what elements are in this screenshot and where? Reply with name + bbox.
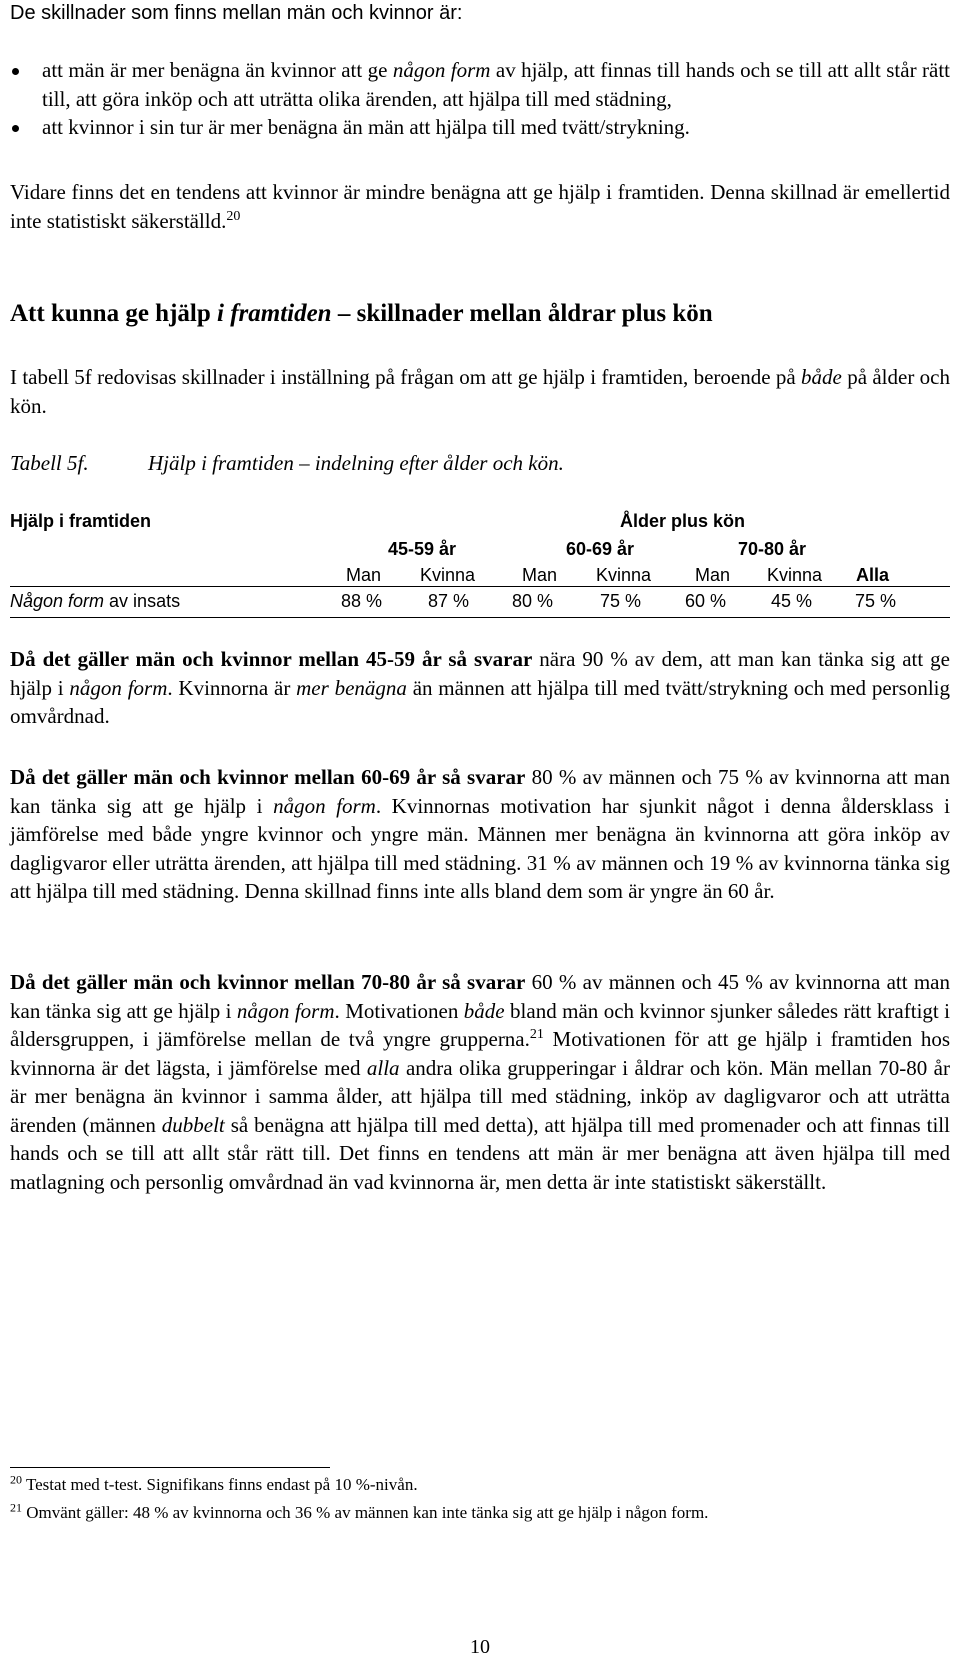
footnote-ref[interactable]: 20 (226, 208, 241, 224)
paragraph-70-80: Då det gäller män och kvinnor mellan 70-80 år så svarar 60 % av männen och 45 % av kvinnorna att man kan tänka sig att ge hjälp i någon form. Motivationen både bland män och kvinnor sjunker således rätt kraftigt i åldersgruppen, i jämförelse mellan de två yngre grupperna.$^{21}$ Motivationen för att ge hjälp i framtiden hos kvinnorna är det lägsta, i jämförelse med alla andra olika grupperingar i åldrar och kön. Män mellan 70-80 år är mer benägna än kvinnor i samma ålder, att hjälpa till med städning, inköp av dagligvaror och att uträtta ärenden (männen dubbelt så benägna att hjälpa till med detta), att hjälpa till med promenader och att finnas till hands och se till att allt står rätt till. Det finns en tendens att män är mer benägna att även hjälpa till med matlagning och personlig omvårdnad än vad kvinnorna är, men detta är inte statistiskt säkerställt. (10, 970, 951, 1194)
table-cell: 60 % (685, 591, 727, 611)
page-number: 10 (470, 1636, 490, 1658)
footnote-divider (10, 1467, 330, 1468)
footnote: $^{21}$ Omvänt gäller: 48 % av kvinnorna och 36 % av männen kan inte tänka sig att ge hjälp i någon form. (10, 1500, 709, 1522)
paragraph-tendency: Vidare finns det en tendens att kvinnor är mindre benägna att ge hjälp i framtiden. Denna skillnad är emellertid inte statistiskt säkerställd.$^{20}$ (10, 180, 950, 233)
table-cell: 87 % (428, 591, 470, 611)
list-item: att män är mer benägna än kvinnor att ge någon form av hjälp, att finnas till hands och se till att allt står rätt till, att göra inköp och att uträtta olika ärenden, att hjälpa till med städning, (10, 56, 950, 113)
paragraph-45-59: Då det gäller män och kvinnor mellan 45-59 år så svarar nära 90 % av dem, att man kan tänka sig att ge hjälp i någon form. Kvinnorna är mer benägna än männen att hjälpa till med tvätt/strykning och med personlig omvårdnad. (10, 647, 950, 728)
footnote: $^{20}$ Testat med t-test. Signifikans finns endast på 10 %-nivån. (10, 1472, 418, 1494)
paragraph-60-69: Då det gäller män och kvinnor mellan 60-69 år så svarar 80 % av männen och 75 % av kvinnorna att man kan tänka sig att ge hjälp i någon form. Kvinnornas motivation har sjunkit något i denna åldersklass i jämförelse med både yngre kvinnor och yngre män. Männen mer benägna än kvinnorna att göra inköp av dagligvaror eller uträtta ärenden, att hjälpa till med städning. 31 % av männen och 19 % av kvinnorna tänka sig att hjälpa till med städning. Denna skillnad finns inte alls bland dem som är yngre än 60 år. (10, 765, 951, 903)
difference-list (10, 56, 950, 142)
table-cell: 75 % (855, 591, 897, 611)
table-cell: 75 % (600, 591, 642, 611)
table-divider (10, 586, 950, 587)
column-header: Kvinna (596, 565, 652, 585)
bullet-icon (12, 68, 19, 75)
section-heading: Att kunna ge hjälp i framtiden – skillnader mellan åldrar plus kön (10, 300, 713, 327)
age-group-header: 60-69 år (566, 539, 635, 559)
table-row-header: Hjälp i framtiden (10, 511, 152, 531)
intro-text: De skillnader som finns mellan män och kvinnor är: (10, 2, 463, 24)
footnote-ref[interactable]: 21 (529, 1027, 544, 1042)
table-divider (10, 617, 950, 618)
table-cell: 80 % (512, 591, 554, 611)
table-row-label: Någon form av insats (10, 591, 181, 611)
column-header: Alla (856, 565, 890, 585)
table-group-header: Ålder plus kön (620, 511, 746, 531)
column-header: Man (695, 565, 731, 585)
column-header: Man (522, 565, 558, 585)
table-cell: 88 % (341, 591, 383, 611)
bullet-icon (12, 125, 19, 132)
table-caption: Tabell 5f. Hjälp i framtiden – indelning efter ålder och kön. (10, 451, 564, 475)
age-group-header: 45-59 år (388, 539, 457, 559)
paragraph-table-intro: I tabell 5f redovisas skillnader i inställning på frågan om att ge hjälp i framtiden, beroende på både på ålder och kön. (10, 365, 950, 418)
column-header: Kvinna (767, 565, 823, 585)
age-group-header: 70-80 år (738, 539, 807, 559)
list-item: att kvinnor i sin tur är mer benägna än män att hjälpa till med tvätt/strykning. (10, 113, 950, 142)
column-header: Kvinna (420, 565, 476, 585)
column-header: Man (346, 565, 382, 585)
table-cell: 45 % (771, 591, 813, 611)
